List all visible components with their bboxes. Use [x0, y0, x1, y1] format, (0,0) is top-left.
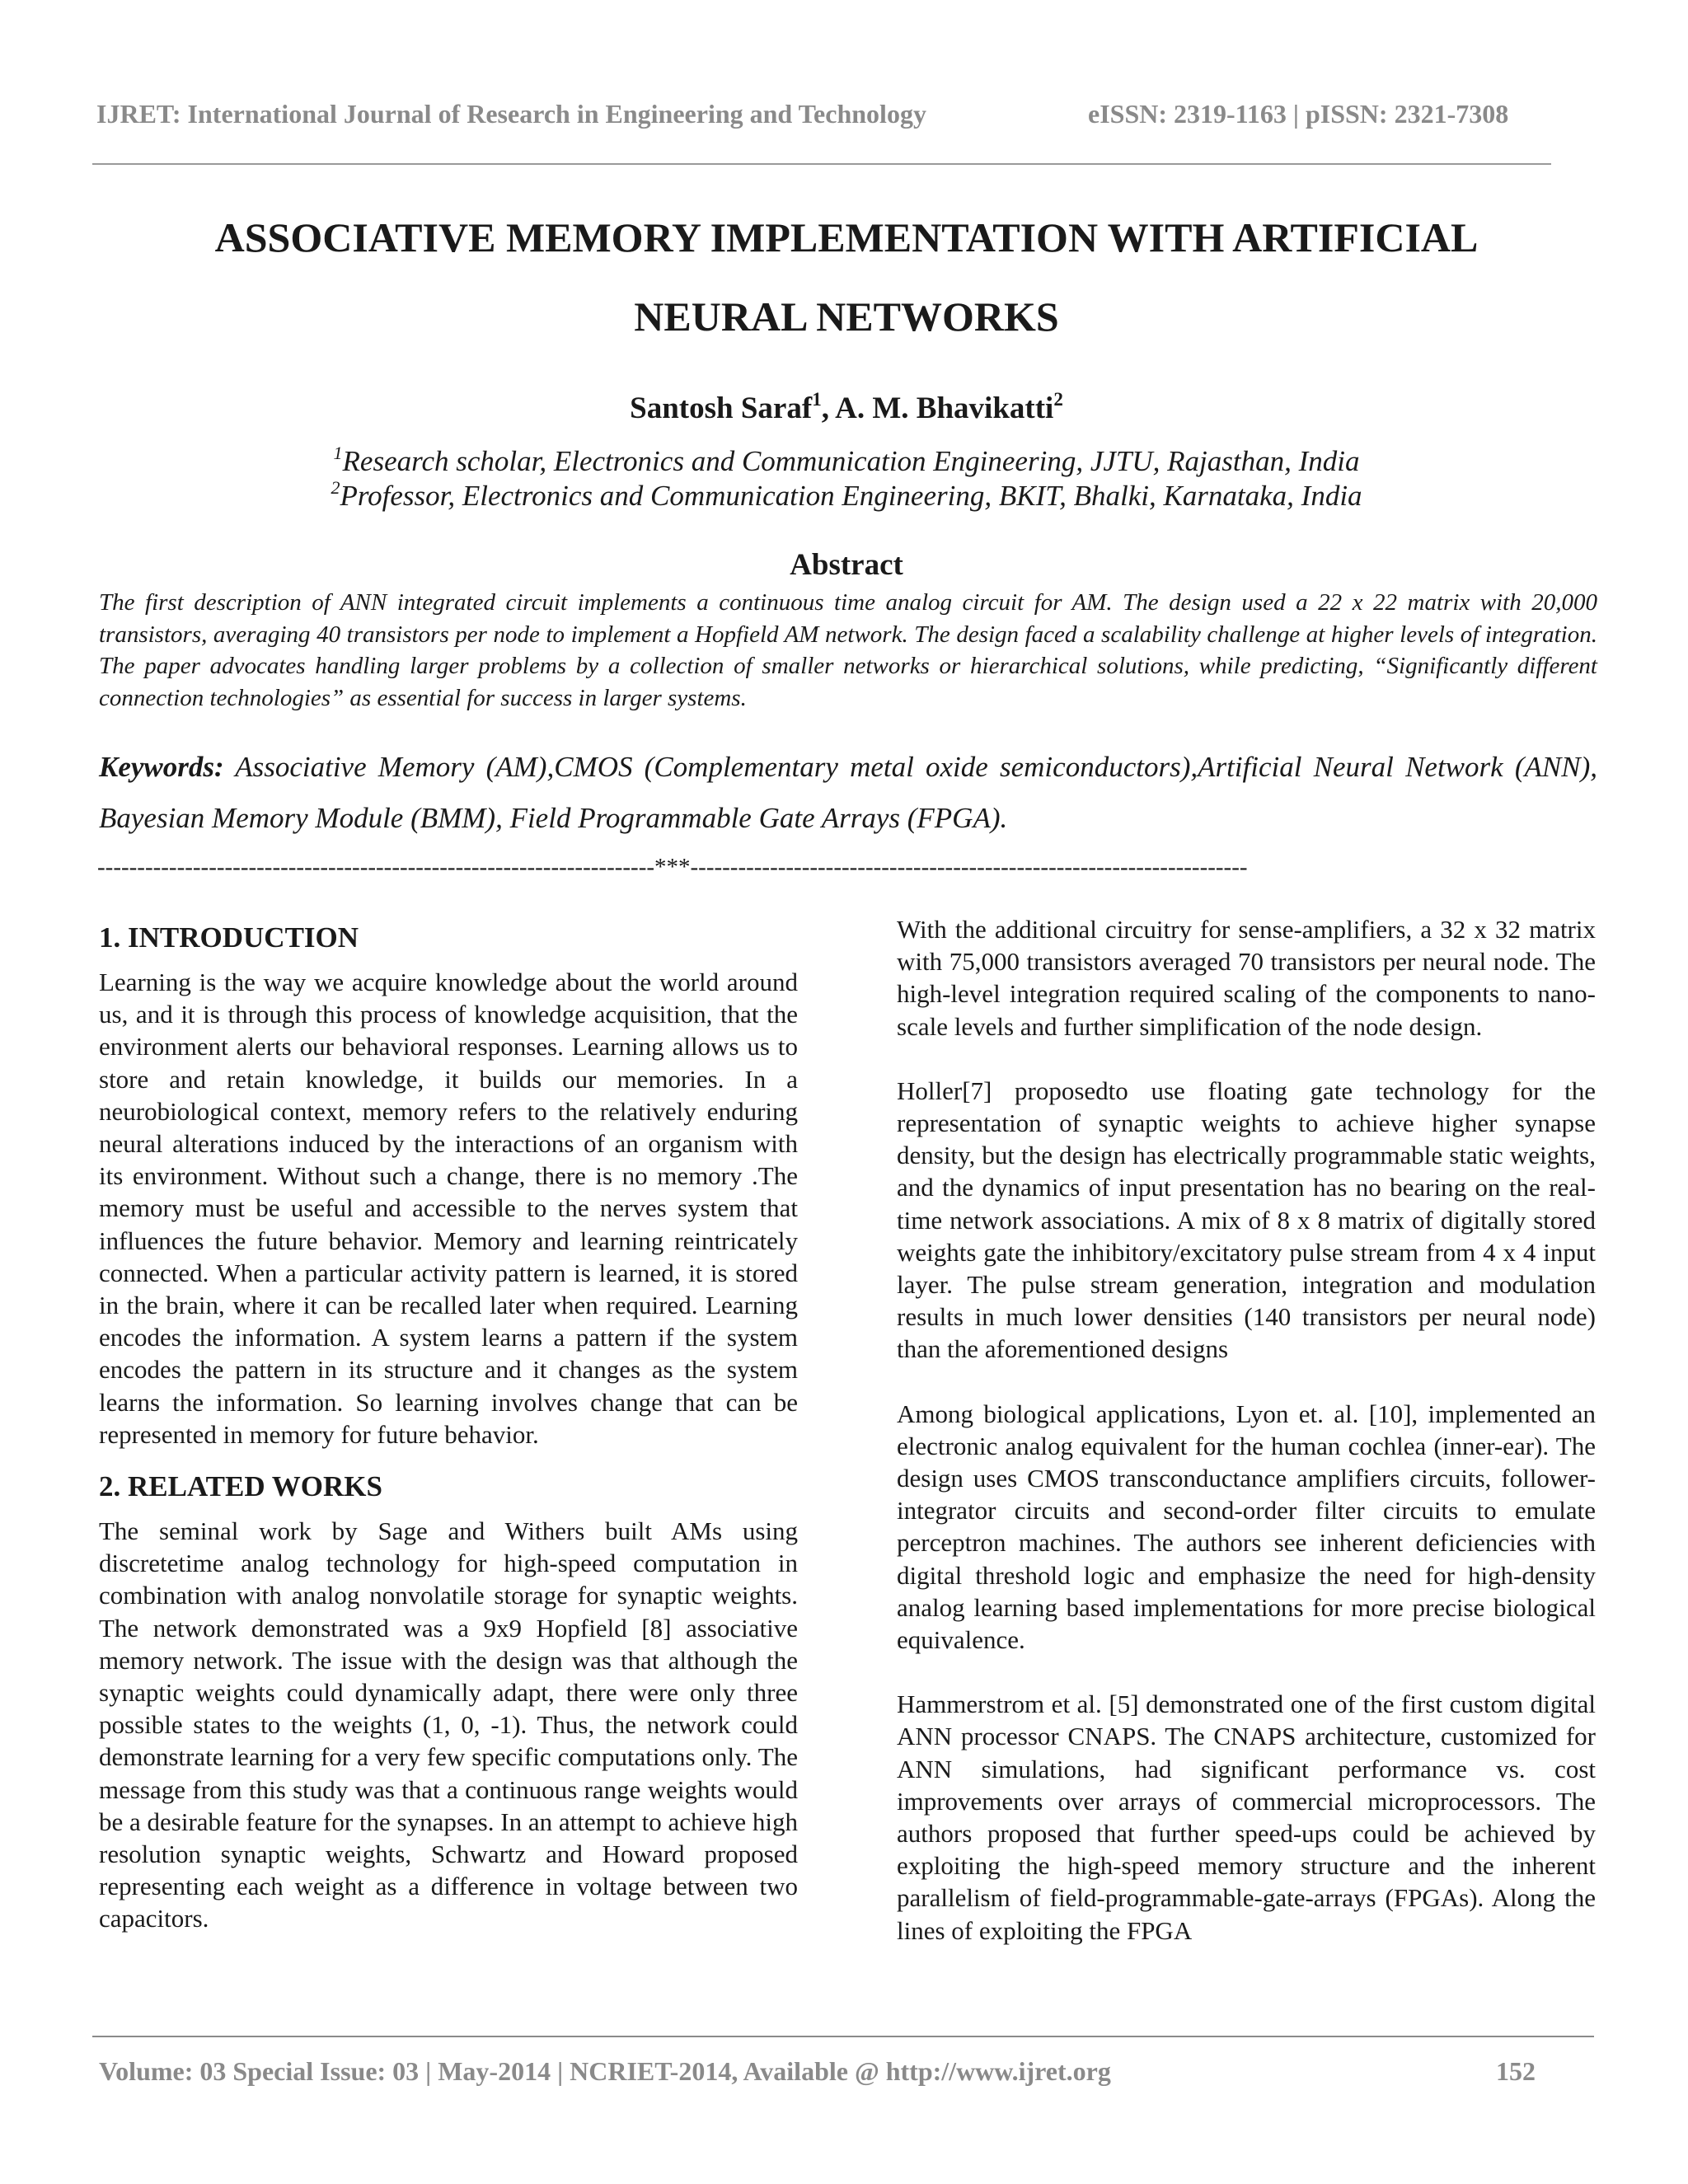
header-divider [92, 163, 1551, 165]
affiliation-mark: 1 [333, 443, 343, 463]
affiliation-text: Professor, Electronics and Communication Engineering, BKIT, Bhalki, Karnataka, India [340, 480, 1362, 512]
body-paragraph: Among biological applications, Lyon et. al. [10], implemented an electronic analog equivalent for the human cochlea (inner-ear). The design uses CMOS transconductance amplifiers circuits, follower-integrator circuits and second-order filter circuits to emulate perceptron machines. The authors see inherent deficiencies with digital threshold logic and emphasize the need for high-density analog learning based implementations for more precise biological equivalence. [897, 1399, 1596, 1655]
affiliation-mark: 2 [331, 477, 340, 498]
keywords [99, 742, 1597, 844]
footer-divider [92, 2036, 1594, 2037]
body-paragraph: Hammerstrom et al. [5] demonstrated one of the first custom digital ANN processor CNAPS. The CNAPS architecture, customized for ANN simulations, had significant performance vs. cost improvements over arrays of commercial microprocessors. The authors proposed that further speed-ups could be achieved by exploiting the high-speed memory structure and the inherent parallelism of field-programmable-gate-arrays (FPGAs). Along the lines of exploiting the FPGA [897, 1690, 1596, 1945]
body-paragraph: Holler[7] proposedto use floating gate technology for the representation of synaptic weights to achieve higher synapse density, but the design has electrically programmable static weights, and the dynamics of input presentation has no bearing on the real-time network associations. A mix of 8 x 8 matrix of digitally stored weights gate the inhibitory/excitatory pulse stream from 4 x 4 input layer. The pulse stream generation, integration and modulation results in much lower densities (140 transistors per neural node) than the aforementioned designs [897, 1076, 1596, 1364]
paper-title-line-1: ASSOCIATIVE MEMORY IMPLEMENTATION WITH ARTIFICIAL [214, 214, 1479, 260]
section-heading-introduction: 1. INTRODUCTION [99, 921, 359, 954]
page-number: 152 [1496, 2056, 1536, 2086]
introduction-paragraph: Learning is the way we acquire knowledge about the world around us, and it is through this process of knowledge acquisition, that the environment alerts our behavioral responses. Learning allows us to store and retain knowledge, it builds our memories. In a neurobiological context, memory refers to the relatively enduring neural alterations induced by the interactions of an organism with its environment. Without such a change, there is no memory .The memory must be useful and accessible to the nerves system that influences the future behavior. Memory and learning reintricately connected. When a particular activity pattern is learned, it is stored in the brain, where it can be recalled later when required. Learning encodes the information. A system learns a pattern if the system encodes the pattern in its structure and it changes as the system learns the information. So learning involves change that can be represented in memory for future behavior. [99, 968, 798, 1449]
right-column [897, 913, 1596, 1979]
body-paragraph: With the additional circuitry for sense-amplifiers, a 32 x 32 matrix with 75,000 transistors averaged 70 transistors per neural node. The high-level integration required scaling of the components to nano-scale levels and further simplification of the node design. [897, 915, 1596, 1041]
abstract-heading: Abstract [790, 548, 903, 582]
left-column [99, 913, 798, 1953]
section-heading-related-works: 2. RELATED WORKS [99, 1470, 382, 1503]
author-name: A. M. Bhavikatti [835, 391, 1054, 425]
author-separator: , [821, 391, 836, 425]
author-affiliation-mark: 2 [1053, 389, 1063, 410]
running-header-issn: eISSN: 2319-1163 | pISSN: 2321-7308 [1088, 99, 1509, 129]
keywords-text: Associative Memory (AM),CMOS (Complementary metal oxide semiconductors),Artificial Neural Network (ANN), Bayesian Memory Module (BMM), Field Programmable Gate Arrays (FPGA). [99, 751, 1597, 834]
abstract-text: The first description of ANN integrated circuit implements a continuous time analog circuit for AM. The design used a 22 x 22 matrix with 20,000 transistors, averaging 40 transistors per node to implement a Hopfield AM network. The design faced a scalability challenge at higher levels of integration. The paper advocates handling larger problems by a collection of smaller networks or hierarchical solutions, while predicting, “Significantly different connection technologies” as essential for success in larger systems. [99, 589, 1597, 711]
footer-citation: Volume: 03 Special Issue: 03 | May-2014 | NCRIET-2014, Available @ http://www.ijret.org [99, 2056, 1111, 2086]
author-name: Santosh Saraf [630, 391, 813, 425]
affiliation [92, 443, 1601, 480]
section-separator: ----------------------------------------------------------------------***---------------------------------------------------------------------- [97, 854, 1248, 880]
related-works-paragraph: The seminal work by Sage and Withers built AMs using discretetime analog technology for high-speed computation in combination with analog nonvolatile storage for synaptic weights. The network demonstrated was a 9x9 Hopfield [8] associative memory network. The issue with the design was that although the synaptic weights could dynamically adapt, there were only three possible states to the weights (1, 0, -1). Thus, the network could demonstrate learning for a very few specific computations only. The message from this study was that a continuous range weights would be a desirable feature for the synapses. In an attempt to achieve high resolution synaptic weights, Schwartz and Howard proposed representing each weight as a difference in voltage between two capacitors. [99, 1516, 798, 1933]
affiliation [92, 478, 1601, 514]
author-list [92, 389, 1601, 429]
author-affiliation-mark: 1 [812, 389, 822, 410]
running-header-journal: IJRET: International Journal of Research in Engineering and Technology [96, 99, 926, 129]
keywords-label: Keywords: [99, 751, 224, 783]
affiliation-text: Research scholar, Electronics and Communication Engineering, JJTU, Rajasthan, India [342, 445, 1360, 477]
paper-title [92, 198, 1601, 356]
paper-title-line-2: NEURAL NETWORKS [634, 293, 1059, 340]
